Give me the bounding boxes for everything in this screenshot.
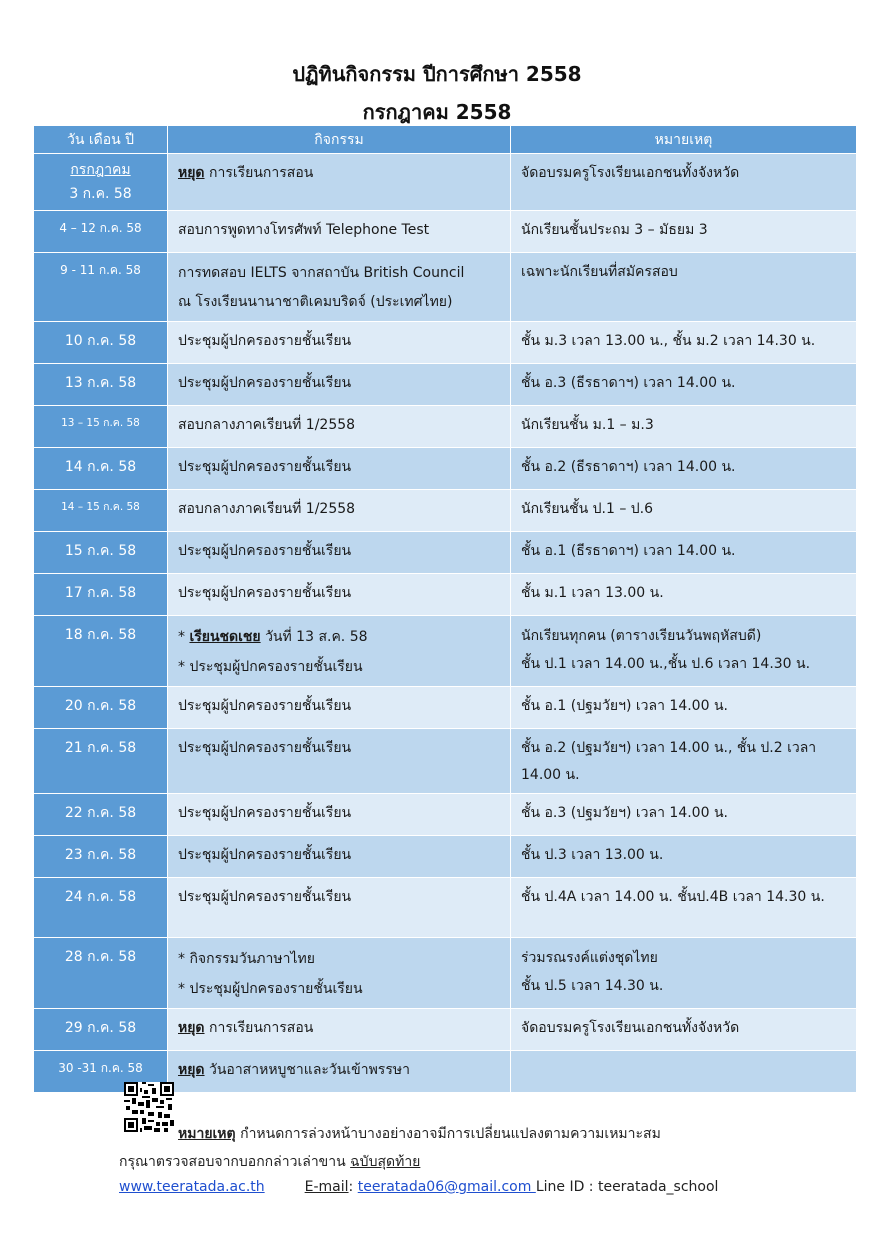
activity-cell: ประชุมผู้ปกครองรายชั้นเรียน: [168, 532, 511, 574]
table-row: [34, 490, 857, 532]
date-cell: 10 ก.ค. 58: [34, 322, 168, 364]
table-row: [34, 364, 857, 406]
activity-line: * กิจกรรมวันภาษาไทย: [178, 951, 315, 967]
note-text: กำหนดการล่วงหน้าบางอย่างอาจมีการเปลี่ยนแปลงตามความเหมาะสม: [235, 1126, 661, 1142]
qr-code-icon: [124, 1082, 174, 1132]
date-cell: 20 ก.ค. 58: [34, 687, 168, 729]
activity-cell: [168, 616, 511, 687]
footer-check: [119, 1151, 420, 1173]
table-header-row: [34, 126, 857, 154]
activity-cell: สอบกลางภาคเรียนที่ 1/2558: [168, 406, 511, 448]
final-version-link[interactable]: ฉบับสุดท้าย: [350, 1154, 421, 1170]
note-line: นักเรียนทุกคน (ตารางเรียนวันพฤหัสบดี): [521, 628, 762, 644]
note-cell: นักเรียนชั้น ม.1 – ม.3: [511, 406, 857, 448]
note-cell: ชั้น ม.1 เวลา 13.00 น.: [511, 574, 857, 616]
holiday-label: หยุด: [178, 165, 205, 181]
check-text: กรุณาตรวจสอบจากบอกกล่าวเล่าขาน: [119, 1154, 351, 1170]
month-link[interactable]: กรกฎาคม: [70, 162, 131, 178]
table-row: [34, 448, 857, 490]
activity-text: การเรียนการสอน: [204, 165, 314, 181]
table-row: [34, 1009, 857, 1051]
page-title: ปฏิทินกิจกรรม ปีการศึกษา 2558: [292, 62, 582, 86]
note-cell: จัดอบรมครูโรงเรียนเอกชนทั้งจังหวัด: [511, 1009, 857, 1051]
activity-cell: ประชุมผู้ปกครองรายชั้นเรียน: [168, 574, 511, 616]
activity-line: * ประชุมผู้ปกครองรายชั้นเรียน: [178, 659, 363, 675]
line-id: Line ID : teeratada_school: [535, 1179, 719, 1195]
note-cell: ชั้น ป.3 เวลา 13.00 น.: [511, 836, 857, 878]
date-cell: 15 ก.ค. 58: [34, 532, 168, 574]
note-cell: ชั้น อ.2 (ปฐมวัยฯ) เวลา 14.00 น., ชั้น ป.2 เวลา 14.00 น.: [511, 729, 857, 794]
date-cell: 23 ก.ค. 58: [34, 836, 168, 878]
note-cell: [511, 616, 857, 687]
activity-cell: [168, 154, 511, 211]
date-cell: 14 ก.ค. 58: [34, 448, 168, 490]
date-cell: 24 ก.ค. 58: [34, 878, 168, 938]
table-row: [34, 938, 857, 1009]
note-cell: ชั้น อ.3 (ปฐมวัยฯ) เวลา 14.00 น.: [511, 794, 857, 836]
column-header-activity: กิจกรรม: [168, 126, 511, 154]
note-cell: จัดอบรมครูโรงเรียนเอกชนทั้งจังหวัด: [511, 154, 857, 211]
date-cell: 28 ก.ค. 58: [34, 938, 168, 1009]
date-cell: 29 ก.ค. 58: [34, 1009, 168, 1051]
activity-cell: สอบการพูดทางโทรศัพท์ Telephone Test: [168, 211, 511, 253]
table-row: [34, 687, 857, 729]
activity-cell: ประชุมผู้ปกครองรายชั้นเรียน: [168, 448, 511, 490]
note-cell: นักเรียนชั้นประถม 3 – มัธยม 3: [511, 211, 857, 253]
activity-cell: [168, 1009, 511, 1051]
table-row: [34, 322, 857, 364]
activity-cell: ประชุมผู้ปกครองรายชั้นเรียน: [168, 794, 511, 836]
table-row: [34, 878, 857, 938]
note-cell: ชั้น อ.1 (ธีรธาดาฯ) เวลา 14.00 น.: [511, 532, 857, 574]
activity-cell: [168, 253, 511, 322]
note-cell: [511, 1051, 857, 1093]
date-cell: 21 ก.ค. 58: [34, 729, 168, 794]
footer-note: [178, 1123, 661, 1145]
note-line: ร่วมรณรงค์แต่งชุดไทย: [521, 950, 658, 966]
activity-text: วันที่ 13 ส.ค. 58: [260, 629, 368, 645]
table-row: [34, 532, 857, 574]
table-row: [34, 253, 857, 322]
note-cell: เฉพาะนักเรียนที่สมัครสอบ: [511, 253, 857, 322]
note-cell: ชั้น ป.4A เวลา 14.00 น. ชั้นป.4B เวลา 14.30 น.: [511, 878, 857, 938]
activity-line: * ประชุมผู้ปกครองรายชั้นเรียน: [178, 981, 363, 997]
activity-cell: [168, 938, 511, 1009]
note-cell: ชั้น อ.2 (ธีรธาดาฯ) เวลา 14.00 น.: [511, 448, 857, 490]
column-header-date: วัน เดือน ปี: [34, 126, 168, 154]
note-cell: ชั้น ม.3 เวลา 13.00 น., ชั้น ม.2 เวลา 14.30 น.: [511, 322, 857, 364]
activity-cell: ประชุมผู้ปกครองรายชั้นเรียน: [168, 836, 511, 878]
table-row: [34, 406, 857, 448]
table-row: [34, 836, 857, 878]
activity-cell: [168, 1051, 511, 1093]
date-cell: 9 - 11 ก.ค. 58: [34, 253, 168, 322]
activity-text: วันอาสาหหบูชาและวันเข้าพรรษา: [204, 1062, 410, 1078]
page-subtitle: กรกฎาคม 2558: [362, 100, 512, 124]
table-row: [34, 154, 857, 211]
activity-cell: ประชุมผู้ปกครองรายชั้นเรียน: [168, 322, 511, 364]
activity-cell: ประชุมผู้ปกครองรายชั้นเรียน: [168, 364, 511, 406]
activity-line: ณ โรงเรียนนานาชาติเคมบริดจ์ (ประเทศไทย): [178, 294, 453, 310]
note-label: หมายเหตุ: [178, 1126, 236, 1142]
note-line: ชั้น ป.1 เวลา 14.00 น.,ชั้น ป.6 เวลา 14.30 น.: [521, 656, 811, 672]
date-cell: 30 -31 ก.ค. 58: [34, 1051, 168, 1093]
note-line: ชั้น ป.5 เวลา 14.30 น.: [521, 978, 664, 994]
activity-cell: ประชุมผู้ปกครองรายชั้นเรียน: [168, 729, 511, 794]
table-row: [34, 574, 857, 616]
activity-cell: ประชุมผู้ปกครองรายชั้นเรียน: [168, 687, 511, 729]
date-cell: 14 – 15 ก.ค. 58: [34, 490, 168, 532]
bullet: *: [178, 629, 190, 645]
email-separator: :: [348, 1179, 358, 1195]
activity-line: การทดสอบ IELTS จากสถาบัน British Council: [178, 265, 465, 281]
date-cell: 13 – 15 ก.ค. 58: [34, 406, 168, 448]
email-link[interactable]: teeratada06@gmail.com: [357, 1179, 536, 1195]
note-cell: นักเรียนชั้น ป.1 – ป.6: [511, 490, 857, 532]
date-text: 3 ก.ค. 58: [69, 186, 132, 202]
activity-text: การเรียนการสอน: [204, 1020, 314, 1036]
date-cell: 4 – 12 ก.ค. 58: [34, 211, 168, 253]
date-cell: 18 ก.ค. 58: [34, 616, 168, 687]
column-header-note: หมายเหตุ: [511, 126, 857, 154]
date-cell: [34, 154, 168, 211]
note-cell: [511, 938, 857, 1009]
note-cell: ชั้น อ.1 (ปฐมวัยฯ) เวลา 14.00 น.: [511, 687, 857, 729]
website-link[interactable]: www.teeratada.ac.th: [119, 1179, 265, 1195]
note-cell: ชั้น อ.3 (ธีรธาดาฯ) เวลา 14.00 น.: [511, 364, 857, 406]
holiday-label: หยุด: [178, 1020, 205, 1036]
table-row: [34, 729, 857, 794]
date-cell: 13 ก.ค. 58: [34, 364, 168, 406]
makeup-class-label: เรียนชดเชย: [189, 629, 261, 645]
holiday-label: หยุด: [178, 1062, 205, 1078]
activity-cell: สอบกลางภาคเรียนที่ 1/2558: [168, 490, 511, 532]
footer-contact: [119, 1179, 718, 1195]
table-row: [34, 794, 857, 836]
email-label: E-mail: [304, 1179, 349, 1195]
activity-cell: ประชุมผู้ปกครองรายชั้นเรียน: [168, 878, 511, 938]
date-cell: 17 ก.ค. 58: [34, 574, 168, 616]
table-row: [34, 616, 857, 687]
schedule-table: [33, 125, 857, 1093]
activity-line: [178, 622, 500, 652]
date-cell: 22 ก.ค. 58: [34, 794, 168, 836]
table-row: [34, 211, 857, 253]
